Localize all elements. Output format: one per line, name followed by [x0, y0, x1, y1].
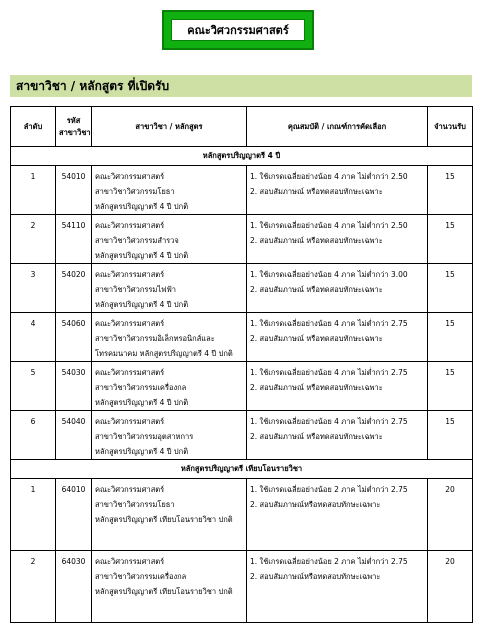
criteria-line: 1. ใช้เกรดเฉลี่ยอย่างน้อย 4 ภาค ไม่ต่ำกว่า 2.75 [250, 319, 408, 328]
group-header-row [11, 460, 473, 479]
table-header-row [11, 107, 473, 147]
header-criteria: คุณสมบัติ / เกณฑ์การคัดเลือก [247, 107, 428, 147]
criteria-line: 2. สอบสัมภาษณ์ หรือทดสอบทักษะเฉพาะ [250, 236, 383, 245]
section-title: สาขาวิชา / หลักสูตร ที่เปิดรับ [10, 75, 472, 97]
criteria [247, 313, 428, 362]
seats: 15 [428, 166, 473, 215]
program-line: หลักสูตรปริญญาตรี 4 ปี ปกติ [95, 202, 189, 211]
header-code [56, 107, 92, 147]
header-code-line2: สาขาวิชา [59, 127, 91, 137]
program-line: โทรคมนาคม หลักสูตรปริญญาตรี 4 ปี ปกติ [95, 349, 233, 358]
program-code: 54010 [56, 166, 92, 215]
program-line: หลักสูตรปริญญาตรี เทียบโอนรายวิชา ปกติ [95, 587, 233, 596]
seats: 15 [428, 264, 473, 313]
program-name [92, 551, 247, 623]
program-line: สาขาวิชาวิศวกรรมสำรวจ [95, 236, 179, 245]
program-code: 54030 [56, 362, 92, 411]
table-row [11, 411, 473, 460]
criteria-line: 2. สอบสัมภาษณ์ หรือทดสอบทักษะเฉพาะ [250, 187, 383, 196]
row-number: 2 [11, 551, 56, 623]
program-line: สาขาวิชาวิศวกรรมเครื่องกล [95, 572, 187, 581]
table-row [11, 166, 473, 215]
criteria-line: 2. สอบสัมภาษณ์ หรือทดสอบทักษะเฉพาะ [250, 285, 383, 294]
program-line: สาขาวิชาวิศวกรรมโยธา [95, 500, 175, 509]
criteria [247, 551, 428, 623]
program-line: คณะวิศวกรรมศาสตร์ [95, 557, 165, 566]
program-code: 54060 [56, 313, 92, 362]
criteria-line: 1. ใช้เกรดเฉลี่ยอย่างน้อย 4 ภาค ไม่ต่ำกว่า 3.00 [250, 270, 408, 279]
program-line: สาขาวิชาวิศวกรรมโยธา [95, 187, 175, 196]
programs-table [10, 106, 473, 623]
program-line: คณะวิศวกรรมศาสตร์ [95, 221, 165, 230]
row-number: 2 [11, 215, 56, 264]
table-body [11, 147, 473, 623]
table-row [11, 362, 473, 411]
program-code: 64030 [56, 551, 92, 623]
seats: 15 [428, 215, 473, 264]
row-number: 6 [11, 411, 56, 460]
program-line: คณะวิศวกรรมศาสตร์ [95, 319, 165, 328]
program-line: สาขาวิชาวิศวกรรมอุตสาหการ [95, 432, 194, 441]
criteria [247, 411, 428, 460]
faculty-title: คณะวิศวกรรมศาสตร์ [171, 19, 305, 41]
program-line: สาขาวิชาวิศวกรรมอิเล็กทรอนิกส์และ [95, 334, 215, 343]
program-line: คณะวิศวกรรมศาสตร์ [95, 270, 165, 279]
program-code: 54020 [56, 264, 92, 313]
program-code: 54040 [56, 411, 92, 460]
program-line: หลักสูตรปริญญาตรี 4 ปี ปกติ [95, 300, 189, 309]
program-line: คณะวิศวกรรมศาสตร์ [95, 172, 165, 181]
program-name [92, 411, 247, 460]
table-row [11, 215, 473, 264]
program-code: 64010 [56, 479, 92, 551]
faculty-banner [162, 10, 314, 50]
criteria [247, 479, 428, 551]
row-number: 3 [11, 264, 56, 313]
program-line: หลักสูตรปริญญาตรี 4 ปี ปกติ [95, 251, 189, 260]
group-header-row [11, 147, 473, 166]
criteria-line: 1. ใช้เกรดเฉลี่ยอย่างน้อย 4 ภาค ไม่ต่ำกว่า 2.50 [250, 221, 408, 230]
program-line: คณะวิศวกรรมศาสตร์ [95, 417, 165, 426]
header-code-line1: รหัส [66, 115, 81, 125]
criteria-line: 2. สอบสัมภาษณ์ หรือทดสอบทักษะเฉพาะ [250, 383, 383, 392]
table-row [11, 551, 473, 623]
program-line: หลักสูตรปริญญาตรี 4 ปี ปกติ [95, 447, 189, 456]
program-name [92, 479, 247, 551]
program-name [92, 313, 247, 362]
criteria-line: 1. ใช้เกรดเฉลี่ยอย่างน้อย 4 ภาค ไม่ต่ำกว่า 2.50 [250, 172, 408, 181]
criteria-line: 1. ใช้เกรดเฉลี่ยอย่างน้อย 2 ภาค ไม่ต่ำกว่า 2.75 [250, 557, 408, 566]
row-number: 4 [11, 313, 56, 362]
criteria-line: 2. สอบสัมภาษณ์ หรือทดสอบทักษะเฉพาะ [250, 334, 383, 343]
program-name [92, 264, 247, 313]
criteria-line: 1. ใช้เกรดเฉลี่ยอย่างน้อย 4 ภาค ไม่ต่ำกว่า 2.75 [250, 368, 408, 377]
criteria-line: 2. สอบสัมภาษณ์หรือทดสอบทักษะเฉพาะ [250, 572, 381, 581]
criteria-line: 2. สอบสัมภาษณ์ หรือทดสอบทักษะเฉพาะ [250, 432, 383, 441]
row-number: 5 [11, 362, 56, 411]
row-number: 1 [11, 166, 56, 215]
criteria [247, 166, 428, 215]
program-line: สาขาวิชาวิศวกรรมเครื่องกล [95, 383, 187, 392]
header-no: ลำดับ [11, 107, 56, 147]
seats: 15 [428, 362, 473, 411]
table-row [11, 313, 473, 362]
header-program: สาขาวิชา / หลักสูตร [92, 107, 247, 147]
criteria-line: 2. สอบสัมภาษณ์หรือทดสอบทักษะเฉพาะ [250, 500, 381, 509]
program-line: คณะวิศวกรรมศาสตร์ [95, 485, 165, 494]
group-title: หลักสูตรปริญญาตรี เทียบโอนรายวิชา [11, 460, 473, 479]
program-code: 54110 [56, 215, 92, 264]
seats: 15 [428, 313, 473, 362]
program-name [92, 215, 247, 264]
criteria [247, 215, 428, 264]
program-line: หลักสูตรปริญญาตรี 4 ปี ปกติ [95, 398, 189, 407]
program-line: คณะวิศวกรรมศาสตร์ [95, 368, 165, 377]
program-name [92, 362, 247, 411]
header-seats: จำนวนรับ [428, 107, 473, 147]
seats: 20 [428, 479, 473, 551]
table-row [11, 264, 473, 313]
seats: 20 [428, 551, 473, 623]
program-name [92, 166, 247, 215]
program-line: หลักสูตรปริญญาตรี เทียบโอนรายวิชา ปกติ [95, 515, 233, 524]
row-number: 1 [11, 479, 56, 551]
criteria [247, 264, 428, 313]
criteria [247, 362, 428, 411]
program-line: สาขาวิชาวิศวกรรมไฟฟ้า [95, 285, 176, 294]
criteria-line: 1. ใช้เกรดเฉลี่ยอย่างน้อย 4 ภาค ไม่ต่ำกว่า 2.75 [250, 417, 408, 426]
table-row [11, 479, 473, 551]
seats: 15 [428, 411, 473, 460]
criteria-line: 1. ใช้เกรดเฉลี่ยอย่างน้อย 2 ภาค ไม่ต่ำกว่า 2.75 [250, 485, 408, 494]
group-title: หลักสูตรปริญญาตรี 4 ปี [11, 147, 473, 166]
